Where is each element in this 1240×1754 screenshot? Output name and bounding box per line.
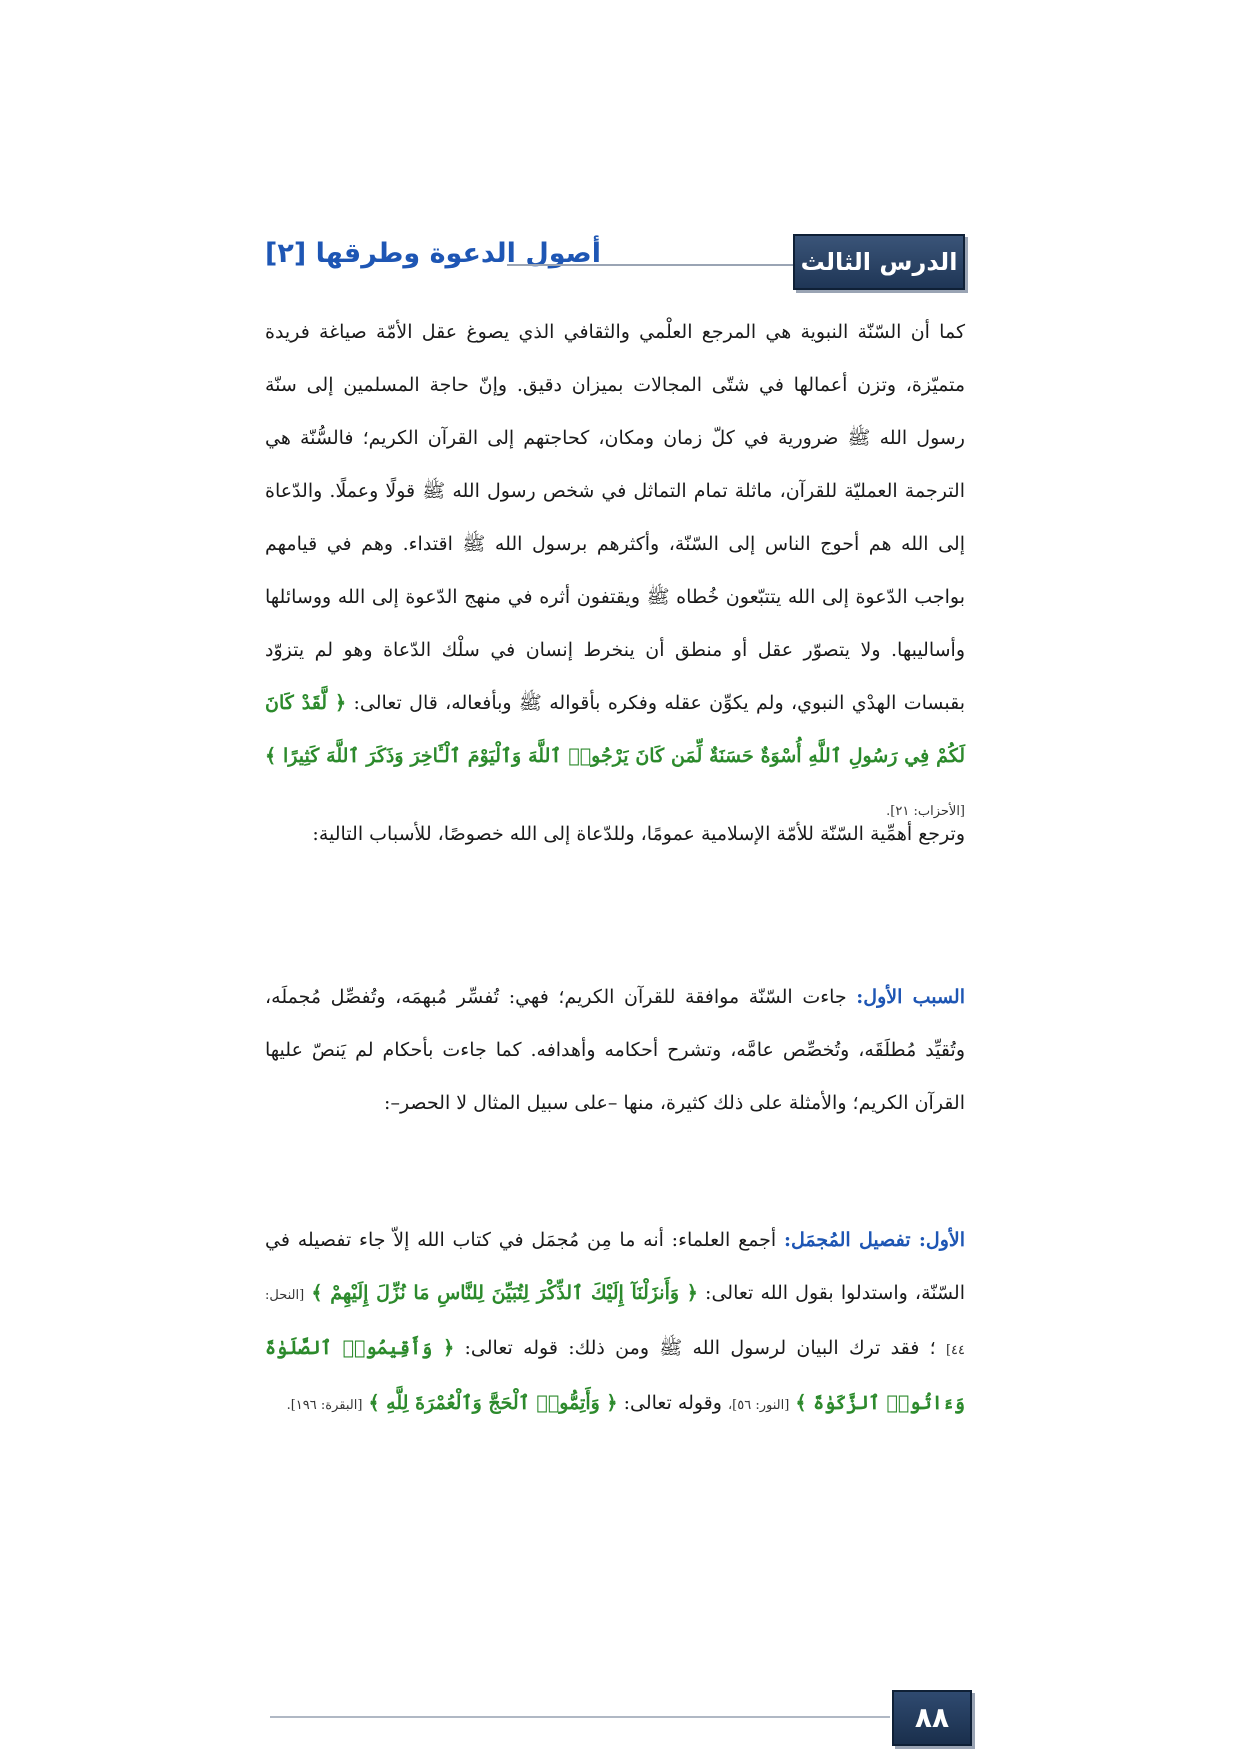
paragraph-importance	[265, 808, 965, 861]
quran-verse: ﴿ وَأَقِيمُوا۟ ٱلصَّلَوٰةَ وَءَاتُوا۟ ٱلزَّكَوٰةَ ﴾	[265, 1337, 965, 1414]
header-divider	[507, 264, 795, 266]
quran-verse: ﴿ وَأَنزَلْنَآ إِلَيْكَ ٱلذِّكْرَ لِتُبَيِّنَ لِلنَّاسِ مَا نُزِّلَ إِلَيْهِمْ ﴾	[311, 1282, 698, 1304]
paragraph-intro	[265, 306, 965, 838]
paragraph-text: كما أن السّنّة النبوية هي المرجع العلْمي والثقافي الذي يصوغ عقل الأمّة صياغة فريدة متميّزة، وتزن أعمالها في شتّى المجالات بميزان دقيق. وإنّ حاجة المسلمين إلى سنّة رسول الله ﷺ ضرورية في كلّ زمان ومكان، كحاجتهم إلى القرآن الكريم؛ فالسُّنّة هي الترجمة العمليّة للقرآن، ماثلة تمام التماثل في شخص رسول الله ﷺ قولًا وعملًا. والدّعاة إلى الله هم أحوج الناس إلى السّنّة، وأكثرهم برسول الله ﷺ اقتداء. وهم في قيامهم بواجب الدّعوة إلى الله يتتبّعون خُطاه ﷺ ويقتفون أثره في منهج الدّعوة إلى الله ووسائلها وأساليبها. ولا يتصوّر عقل أو منطق أن ينخرط إنسان في سلْك الدّعاة وهو لم يتزوّد بقبسات الهدْي النبوي، ولم يكوِّن عقله وفكره بأقواله ﷺ وبأفعاله، قال تعالى:	[265, 321, 965, 714]
quran-verse: ﴿ وَأَتِمُّوا۟ ٱلْحَجَّ وَٱلْعُمْرَةَ لِلَّهِ ﴾	[368, 1392, 618, 1414]
verse-reference: [النحل: ٤٤]	[265, 1288, 965, 1358]
lesson-label: الدرس الثالث	[793, 234, 965, 290]
paragraph-reason-one	[265, 971, 965, 1130]
footer-divider	[270, 1716, 890, 1718]
section-label: السبب الأول:	[856, 986, 965, 1008]
quran-verse: ﴿ لَّقَدْ كَانَ لَكُمْ فِي رَسُولِ ٱللَّهِ أُسْوَةٌ حَسَنَةٌ لِّمَن كَانَ يَرْجُوا۟ ٱللَّهَ وَٱلْيَوْمَ ٱلْـَٔاخِرَ وَذَكَرَ ٱللَّهَ كَثِيرًا ﴾	[265, 692, 965, 767]
paragraph-text: وقوله تعالى:	[623, 1392, 722, 1414]
paragraph-text: أجمع العلماء: أنه ما مِن مُجمَل في كتاب الله إلاّ جاء تفصيله في السّنّة، واستدلوا بقول الله تعالى:	[265, 1229, 966, 1304]
section-label: الأول: تفصيل المُجمَل:	[783, 1229, 965, 1251]
verse-reference: [الأحزاب: ٢١].	[886, 804, 965, 819]
verse-reference: [البقرة: ١٩٦].	[286, 1398, 363, 1413]
verse-reference: [النور: ٥٦]،	[727, 1398, 790, 1413]
paragraph-first-detail	[265, 1214, 965, 1432]
paragraph-text: ؛ فقد ترك البيان لرسول الله ﷺ ومن ذلك: قوله تعالى:	[464, 1337, 936, 1359]
paragraph-text: جاءت السّنّة موافقة للقرآن الكريم؛ فهي: تُفسِّر مُبهمَه، وتُفصِّل مُجملَه، وتُقيِّد مُطلَقَه، وتُخصِّص عامَّه، وتشرح أحكامه وأهدافه. كما جاءت بأحكام لم يَنصّ عليها القرآن الكريم؛ والأمثلة على ذلك كثيرة، منها –على سبيل المثال لا الحصر–:	[265, 986, 965, 1114]
page-header	[265, 230, 965, 290]
book-title: أصول الدعوة وطرقها [٢]	[265, 238, 602, 269]
paragraph-text: وترجع أهمِّية السّنّة للأمّة الإسلامية عمومًا، وللدّعاة إلى الله خصوصًا، للأسباب التالية:	[312, 823, 965, 845]
page-number: ٨٨	[892, 1690, 972, 1746]
